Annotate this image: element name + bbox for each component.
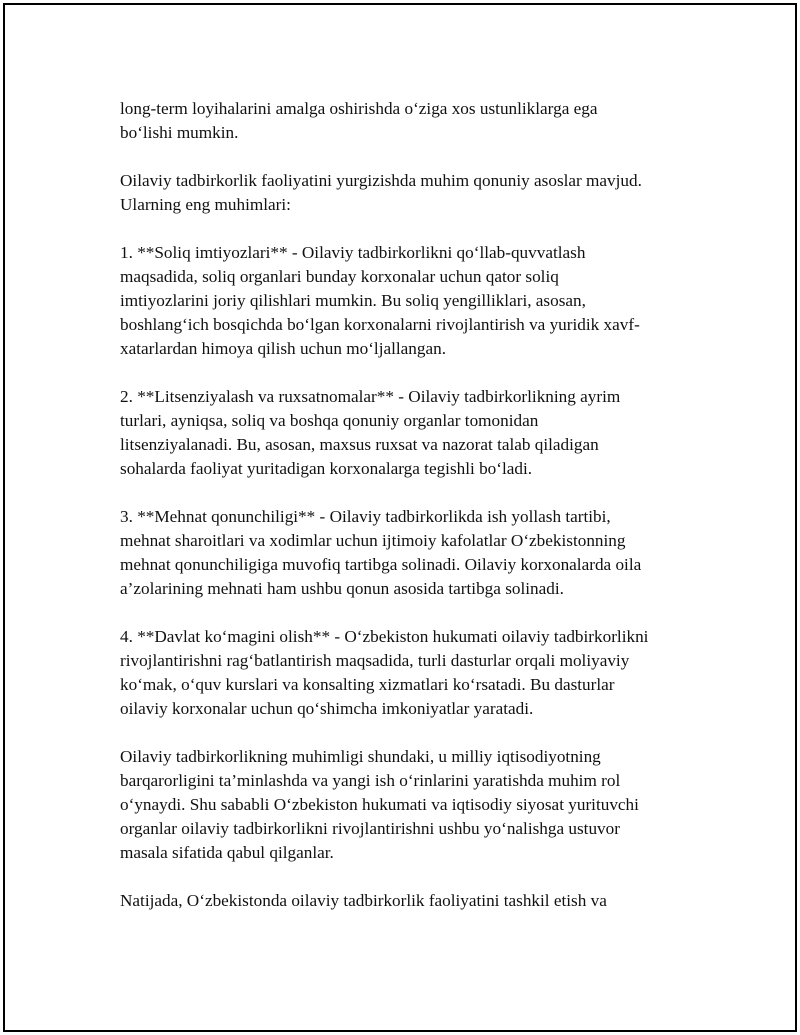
list-item-paragraph	[120, 505, 700, 601]
paragraph	[120, 889, 700, 913]
list-item-paragraph	[120, 625, 700, 721]
text-line: oilaviy korxonalar uchun qo‘shimcha imkoniyatlar yaratadi.	[120, 699, 534, 718]
paragraph	[120, 169, 700, 217]
document-page	[3, 3, 797, 1032]
paragraph	[120, 745, 700, 865]
text-line: litsenziyalanadi. Bu, asosan, maxsus ruxsat va nazorat talab qiladigan	[120, 435, 599, 454]
text-line: Oilaviy tadbirkorlikning muhimligi shundaki, u milliy iqtisodiyotning	[120, 747, 601, 766]
paragraph	[120, 97, 700, 145]
text-line: 3. **Mehnat qonunchiligi** - Oilaviy tadbirkorlikda ish yollash tartibi,	[120, 507, 611, 526]
text-line: Oilaviy tadbirkorlik faoliyatini yurgizishda muhim qonuniy asoslar mavjud.	[120, 171, 642, 190]
text-line: barqarorligini ta’minlashda va yangi ish o‘rinlarini yaratishda muhim rol	[120, 771, 621, 790]
list-item-paragraph	[120, 241, 700, 361]
text-line: Ularning eng muhimlari:	[120, 195, 291, 214]
text-line: organlar oilaviy tadbirkorlikni rivojlantirishni ushbu yo‘nalishga ustuvor	[120, 819, 620, 838]
text-line: o‘ynaydi. Shu sababli O‘zbekiston hukumati va iqtisodiy siyosat yurituvchi	[120, 795, 639, 814]
text-line: sohalarda faoliyat yuritadigan korxonalarga tegishli bo‘ladi.	[120, 459, 533, 478]
text-line: 4. **Davlat ko‘magini olish** - O‘zbekiston hukumati oilaviy tadbirkorlikni	[120, 627, 649, 646]
text-line: imtiyozlarini joriy qilishlari mumkin. Bu soliq yengilliklari, asosan,	[120, 291, 586, 310]
text-line: turlari, ayniqsa, soliq va boshqa qonuniy organlar tomonidan	[120, 411, 539, 430]
text-line: boshlang‘ich bosqichda bo‘lgan korxonalarni rivojlantirish va yuridik xavf-	[120, 315, 640, 334]
text-line: ko‘mak, o‘quv kurslari va konsalting xizmatlari ko‘rsatadi. Bu dasturlar	[120, 675, 615, 694]
text-line: 1. **Soliq imtiyozlari** - Oilaviy tadbirkorlikni qo‘llab-quvvatlash	[120, 243, 586, 262]
text-line: rivojlantirishni rag‘batlantirish maqsadida, turli dasturlar orqali moliyaviy	[120, 651, 630, 670]
text-line: mehnat sharoitlari va xodimlar uchun ijtimoiy kafolatlar O‘zbekistonning	[120, 531, 626, 550]
text-line: long-term loyihalarini amalga oshirishda o‘ziga xos ustunliklarga ega	[120, 99, 598, 118]
text-line: Natijada, O‘zbekistonda oilaviy tadbirkorlik faoliyatini tashkil etish va	[120, 891, 607, 910]
text-line: maqsadida, soliq organlari bunday korxonalar uchun qator soliq	[120, 267, 559, 286]
text-line: bo‘lishi mumkin.	[120, 123, 239, 142]
text-line: 2. **Litsenziyalash va ruxsatnomalar** - Oilaviy tadbirkorlikning ayrim	[120, 387, 621, 406]
text-line: masala sifatida qabul qilganlar.	[120, 843, 334, 862]
list-item-paragraph	[120, 385, 700, 481]
text-line: mehnat qonunchiligiga muvofiq tartibga solinadi. Oilaviy korxonalarda oila	[120, 555, 642, 574]
text-line: a’zolarining mehnati ham ushbu qonun asosida tartibga solinadi.	[120, 579, 564, 598]
document-body	[120, 97, 700, 937]
text-line: xatarlardan himoya qilish uchun mo‘ljallangan.	[120, 339, 446, 358]
